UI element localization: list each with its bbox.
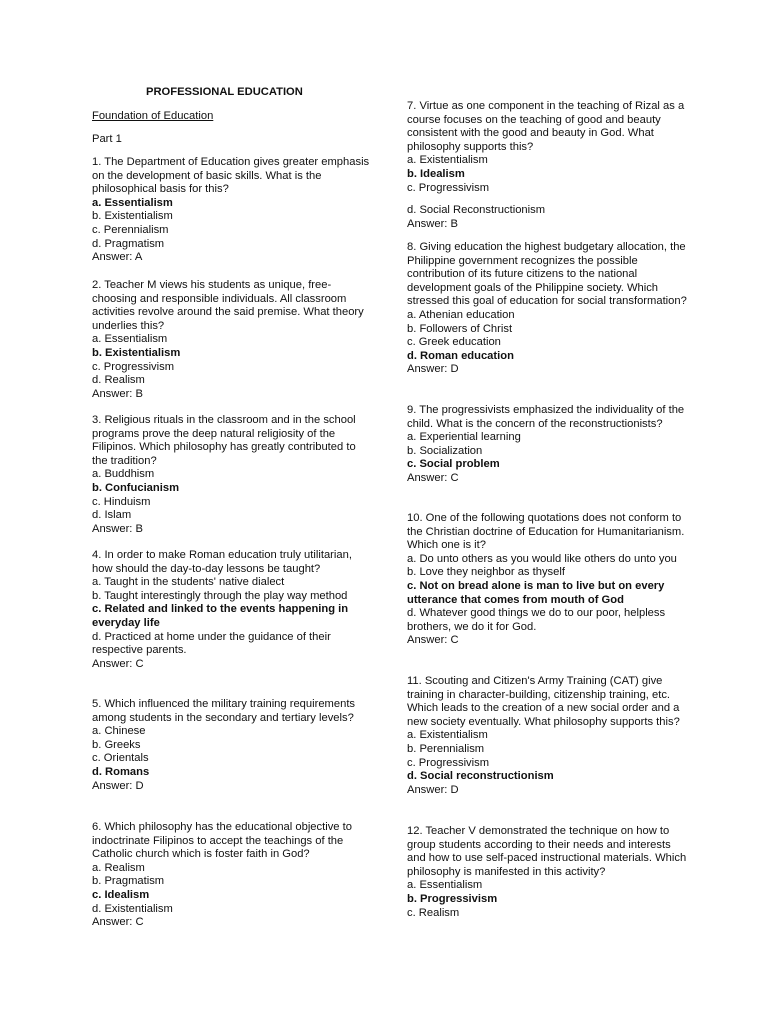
answer-key: Answer: D bbox=[407, 363, 459, 376]
answer-key: Answer: C bbox=[92, 916, 144, 929]
question-block bbox=[407, 241, 687, 377]
answer-key: Answer: D bbox=[407, 783, 459, 796]
question-stem: 7. Virtue as one component in the teaching of Rizal as a course focuses on the teaching of good and beauty consistent with the good and beauty in God. What philosophy supports this? bbox=[407, 100, 685, 153]
question-stem: 8. Giving education the highest budgetary allocation, the Philippine government recognizes the possible contribution of its future citizens to the national development goals of the Philippine society. Which stressed this goal of education for social transformation? bbox=[407, 241, 687, 308]
answer-key: Answer: C bbox=[407, 471, 459, 484]
answer-key: Answer: B bbox=[92, 387, 143, 400]
correct-option: c. Idealism bbox=[92, 888, 150, 901]
question-block bbox=[92, 821, 374, 930]
answer-option: d. Islam bbox=[92, 509, 132, 522]
question-block bbox=[407, 675, 687, 797]
answer-option: b. Socialization bbox=[407, 444, 483, 457]
question-block bbox=[92, 279, 374, 401]
answer-option: d. Whatever good things we do to our poor, helpless brothers, we do it for God. bbox=[407, 607, 666, 633]
question-block bbox=[92, 698, 374, 793]
correct-option: a. Essentialism bbox=[92, 196, 173, 209]
answer-option: a. Do unto others as you would like others do unto you bbox=[407, 552, 677, 565]
question-stem: 1. The Department of Education gives greater emphasis on the development of basic skills. What is the philosophical basis for this? bbox=[92, 156, 370, 196]
answer-option: a. Athenian education bbox=[407, 308, 515, 321]
correct-option: b. Idealism bbox=[407, 167, 465, 180]
answer-option: b. Existentialism bbox=[92, 210, 173, 223]
question-stem: 2. Teacher M views his students as unique, free-choosing and responsible individuals. All classroom activities revolve around the said premise. What theory underlies this? bbox=[92, 279, 364, 332]
correct-option: d. Romans bbox=[92, 765, 150, 778]
part-label: Part 1 bbox=[92, 133, 122, 145]
answer-option: a. Taught in the students' native dialect bbox=[92, 576, 285, 589]
answer-option: b. Pragmatism bbox=[92, 875, 165, 888]
question-stem: 4. In order to make Roman education truly utilitarian, how should the day-to-day lessons be taught? bbox=[92, 549, 352, 575]
spacer bbox=[407, 195, 687, 204]
answer-key: Answer: C bbox=[92, 657, 144, 670]
answer-key: Answer: B bbox=[407, 217, 458, 230]
section-heading: Foundation of Education bbox=[92, 110, 214, 122]
question-block bbox=[92, 156, 374, 265]
answer-option: c. Progressivism bbox=[407, 181, 490, 194]
answer-option: d. Practiced at home under the guidance of their respective parents. bbox=[92, 630, 331, 657]
correct-option: d. Social reconstructionism bbox=[407, 770, 554, 783]
page-title: PROFESSIONAL EDUCATION bbox=[146, 86, 303, 98]
question-block bbox=[92, 549, 374, 671]
answer-option: a. Essentialism bbox=[407, 879, 483, 892]
correct-option: d. Roman education bbox=[407, 349, 514, 362]
answer-key: Answer: B bbox=[92, 522, 143, 535]
answer-option: c. Hinduism bbox=[92, 495, 151, 508]
question-block bbox=[407, 825, 687, 920]
answer-option: a. Existentialism bbox=[407, 154, 488, 167]
question-stem: 5. Which influenced the military training requirements among students in the secondary and tertiary levels? bbox=[92, 698, 356, 724]
correct-option: c. Social problem bbox=[407, 458, 500, 471]
answer-option: a. Realism bbox=[92, 861, 145, 874]
correct-option: b. Progressivism bbox=[407, 892, 498, 905]
answer-key: Answer: D bbox=[92, 779, 144, 792]
answer-option: c. Realism bbox=[407, 906, 460, 919]
question-block bbox=[92, 414, 374, 536]
question-block bbox=[407, 100, 687, 231]
question-stem: 3. Religious rituals in the classroom and in the school programs prove the deep natural religiosity of the Filipinos. Which philosophy has greatly contributed to the tradition? bbox=[92, 414, 356, 467]
question-stem: 10. One of the following quotations does not conform to the Christian doctrine of Education for Humanitarianism. Which one is it? bbox=[407, 512, 685, 552]
answer-option: a. Chinese bbox=[92, 725, 146, 738]
answer-option: c. Greek education bbox=[407, 336, 501, 349]
answer-option: c. Perennialism bbox=[92, 223, 169, 236]
answer-option: b. Greeks bbox=[92, 738, 141, 751]
answer-option: d. Realism bbox=[92, 374, 145, 387]
question-stem: 11. Scouting and Citizen's Army Training (CAT) give training in character-building, citizenship training, etc. Which leads to the creation of a new social order and a new society eventually. What philosophy supports this? bbox=[407, 675, 680, 728]
answer-option: b. Perennialism bbox=[407, 742, 485, 755]
correct-option: b. Existentialism bbox=[92, 346, 181, 359]
answer-option: b. Taught interestingly through the play way method bbox=[92, 589, 348, 602]
answer-key: Answer: A bbox=[92, 251, 143, 264]
question-block bbox=[407, 512, 687, 648]
answer-option: a. Experiential learning bbox=[407, 431, 521, 444]
answer-option: c. Progressivism bbox=[92, 360, 175, 373]
question-stem: 12. Teacher V demonstrated the technique on how to group students according to their needs and interests and how to use self-paced instructional materials. Which philosophy is manifested in this activity? bbox=[407, 825, 687, 878]
question-stem: 6. Which philosophy has the educational objective to indoctrinate Filipinos to accept the teachings of the Catholic church which is foster faith in God? bbox=[92, 821, 352, 861]
answer-option: b. Followers of Christ bbox=[407, 322, 513, 335]
answer-key: Answer: C bbox=[407, 634, 459, 647]
question-block bbox=[407, 404, 687, 486]
answer-option: d. Existentialism bbox=[92, 902, 173, 915]
correct-option: c. Related and linked to the events happening in everyday life bbox=[92, 603, 349, 629]
answer-option: d. Pragmatism bbox=[92, 237, 165, 250]
answer-option: c. Orientals bbox=[92, 752, 149, 765]
answer-option: b. Love they neighbor as thyself bbox=[407, 566, 565, 579]
answer-option: a. Buddhism bbox=[92, 468, 155, 481]
answer-option: c. Progressivism bbox=[407, 756, 490, 769]
correct-option: b. Confucianism bbox=[92, 481, 180, 494]
answer-option: d. Social Reconstructionism bbox=[407, 204, 546, 217]
answer-option: a. Existentialism bbox=[407, 729, 488, 742]
question-stem: 9. The progressivists emphasized the individuality of the child. What is the concern of the reconstructionists? bbox=[407, 404, 685, 430]
answer-option: a. Essentialism bbox=[92, 333, 168, 346]
correct-option: c. Not on bread alone is man to live but on every utterance that comes from mouth of God bbox=[407, 579, 665, 606]
